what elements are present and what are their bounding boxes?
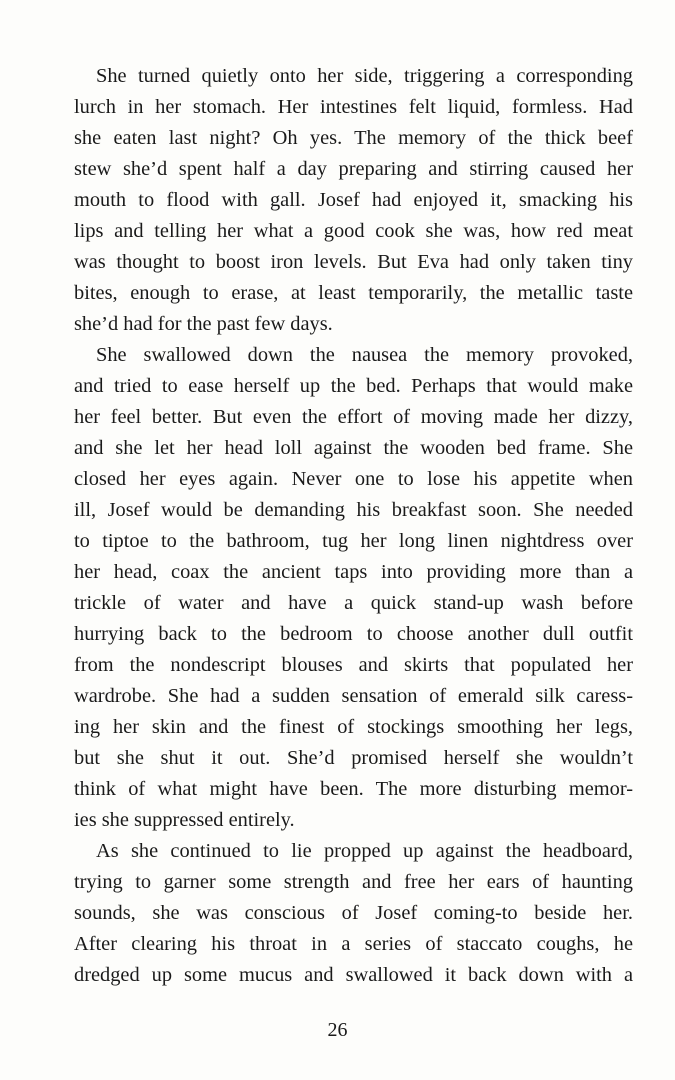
text-line: stew she’d spent half a day preparing and stirring caused her bbox=[74, 158, 633, 180]
text-line: dredged up some mucus and swallowed it back down with a bbox=[74, 964, 633, 986]
text-line: sounds, she was conscious of Josef coming-to beside her. bbox=[74, 902, 633, 924]
text-line: closed her eyes again. Never one to lose his appetite when bbox=[74, 468, 633, 490]
text-line: her head, coax the ancient taps into providing more than a bbox=[74, 561, 633, 583]
text-line: trying to garner some strength and free her ears of haunting bbox=[74, 871, 633, 893]
text-line: she’d had for the past few days. bbox=[74, 313, 333, 335]
text-line: was thought to boost iron levels. But Eva had only taken tiny bbox=[74, 251, 633, 273]
paragraph bbox=[74, 836, 633, 991]
text-line: wardrobe. She had a sudden sensation of emerald silk caress- bbox=[74, 685, 633, 707]
text-line: lips and telling her what a good cook she was, how red meat bbox=[74, 220, 633, 242]
text-line: ill, Josef would be demanding his breakfast soon. She needed bbox=[74, 499, 633, 521]
text-line: to tiptoe to the bathroom, tug her long linen nightdress over bbox=[74, 530, 633, 552]
page-number: 26 bbox=[327, 1019, 348, 1041]
text-line: After clearing his throat in a series of staccato coughs, he bbox=[74, 933, 633, 955]
text-line: ies she suppressed entirely. bbox=[74, 809, 295, 831]
text-line: and she let her head loll against the wooden bed frame. She bbox=[74, 437, 633, 459]
paragraph bbox=[74, 61, 633, 340]
body-text bbox=[74, 61, 633, 991]
text-line: and tried to ease herself up the bed. Perhaps that would make bbox=[74, 375, 633, 397]
text-line: She turned quietly onto her side, triggering a corresponding bbox=[96, 65, 633, 87]
text-line: bites, enough to erase, at least temporarily, the metallic taste bbox=[74, 282, 633, 304]
text-line: trickle of water and have a quick stand-up wash before bbox=[74, 592, 633, 614]
text-line: As she continued to lie propped up against the headboard, bbox=[96, 840, 633, 862]
paragraph bbox=[74, 340, 633, 836]
text-line: lurch in her stomach. Her intestines felt liquid, formless. Had bbox=[74, 96, 633, 118]
text-line: ing her skin and the finest of stockings smoothing her legs, bbox=[74, 716, 633, 738]
text-line: mouth to flood with gall. Josef had enjoyed it, smacking his bbox=[74, 189, 633, 211]
text-line: from the nondescript blouses and skirts that populated her bbox=[74, 654, 633, 676]
text-line: hurrying back to the bedroom to choose another dull outfit bbox=[74, 623, 633, 645]
text-line: but she shut it out. She’d promised herself she wouldn’t bbox=[74, 747, 633, 769]
text-line: She swallowed down the nausea the memory provoked, bbox=[96, 344, 633, 366]
text-line: think of what might have been. The more disturbing memor- bbox=[74, 778, 633, 800]
text-line: she eaten last night? Oh yes. The memory of the thick beef bbox=[74, 127, 633, 149]
text-line: her feel better. But even the effort of moving made her dizzy, bbox=[74, 406, 633, 428]
